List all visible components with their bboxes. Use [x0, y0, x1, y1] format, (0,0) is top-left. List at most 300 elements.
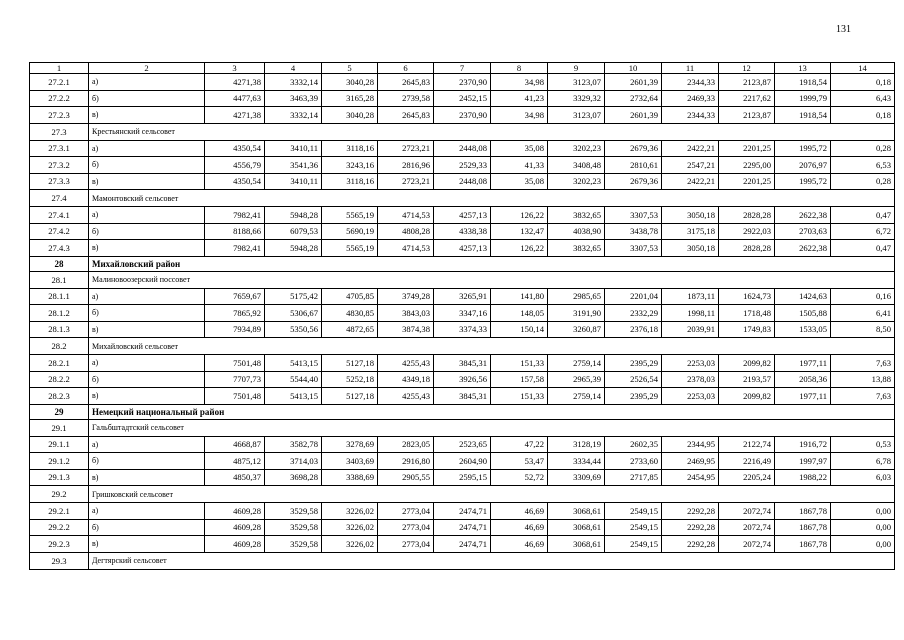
column-number-header: 9	[548, 63, 605, 74]
value-cell: 7865,92	[205, 305, 265, 322]
value-cell: 3410,11	[265, 173, 322, 190]
value-cell: 0,00	[831, 503, 895, 520]
value-cell: 3243,16	[322, 157, 378, 174]
table-row	[30, 74, 895, 91]
row-code: 28.1.3	[30, 321, 89, 338]
value-cell: 46,69	[491, 536, 548, 553]
section-code: 27.3	[30, 123, 89, 140]
row-label: в)	[89, 321, 205, 338]
value-cell: 8188,66	[205, 223, 265, 240]
row-code: 29.2.1	[30, 503, 89, 520]
page-number: 131	[836, 24, 851, 35]
value-cell: 8,50	[831, 321, 895, 338]
value-cell: 2344,33	[662, 74, 719, 91]
value-cell: 3541,36	[265, 157, 322, 174]
section-row	[30, 486, 895, 503]
value-cell: 151,33	[491, 355, 548, 372]
value-cell: 3226,02	[322, 503, 378, 520]
value-cell: 4875,12	[205, 453, 265, 470]
value-cell: 5175,42	[265, 288, 322, 305]
value-cell: 1918,54	[775, 74, 831, 91]
value-cell: 4668,87	[205, 436, 265, 453]
value-cell: 3582,78	[265, 436, 322, 453]
value-cell: 2253,03	[662, 355, 719, 372]
table-row	[30, 388, 895, 405]
value-cell: 52,72	[491, 469, 548, 486]
value-cell: 7659,67	[205, 288, 265, 305]
value-cell: 3463,39	[265, 90, 322, 107]
value-cell: 1977,11	[775, 388, 831, 405]
value-cell: 53,47	[491, 453, 548, 470]
value-cell: 3714,03	[265, 453, 322, 470]
value-cell: 2072,74	[719, 536, 775, 553]
value-cell: 1999,79	[775, 90, 831, 107]
column-number-header: 7	[434, 63, 491, 74]
value-cell: 1533,05	[775, 321, 831, 338]
value-cell: 3334,44	[548, 453, 605, 470]
value-cell: 1505,88	[775, 305, 831, 322]
value-cell: 2422,21	[662, 173, 719, 190]
row-label: б)	[89, 519, 205, 536]
value-cell: 7,63	[831, 355, 895, 372]
section-title: Малиновоозерский поссовет	[89, 271, 895, 288]
value-cell: 3329,32	[548, 90, 605, 107]
value-cell: 126,22	[491, 240, 548, 257]
value-cell: 5252,18	[322, 371, 378, 388]
table-row	[30, 223, 895, 240]
value-cell: 2905,55	[378, 469, 434, 486]
value-cell: 46,69	[491, 519, 548, 536]
column-number-header: 3	[205, 63, 265, 74]
column-number-header: 4	[265, 63, 322, 74]
row-code: 27.4.1	[30, 207, 89, 224]
value-cell: 3438,78	[605, 223, 662, 240]
section-row	[30, 123, 895, 140]
value-cell: 4477,63	[205, 90, 265, 107]
value-cell: 3332,14	[265, 107, 322, 124]
row-code: 28.2.1	[30, 355, 89, 372]
value-cell: 5413,15	[265, 355, 322, 372]
row-label: б)	[89, 371, 205, 388]
value-cell: 2645,83	[378, 107, 434, 124]
column-number-header: 13	[775, 63, 831, 74]
row-label: а)	[89, 288, 205, 305]
value-cell: 4705,85	[322, 288, 378, 305]
value-cell: 2965,39	[548, 371, 605, 388]
value-cell: 2058,36	[775, 371, 831, 388]
value-cell: 2529,33	[434, 157, 491, 174]
value-cell: 0,28	[831, 140, 895, 157]
value-cell: 2099,82	[719, 388, 775, 405]
value-cell: 3040,28	[322, 74, 378, 91]
value-cell: 2452,15	[434, 90, 491, 107]
value-cell: 3403,69	[322, 453, 378, 470]
column-number-header: 10	[605, 63, 662, 74]
value-cell: 2344,95	[662, 436, 719, 453]
table-row	[30, 371, 895, 388]
value-cell: 0,28	[831, 173, 895, 190]
value-cell: 6079,53	[265, 223, 322, 240]
row-label: в)	[89, 240, 205, 257]
value-cell: 3332,14	[265, 74, 322, 91]
value-cell: 3307,53	[605, 207, 662, 224]
value-cell: 2679,36	[605, 173, 662, 190]
value-cell: 3347,16	[434, 305, 491, 322]
section-title: Крестьянский сельсовет	[89, 123, 895, 140]
value-cell: 0,47	[831, 207, 895, 224]
value-cell: 1873,11	[662, 288, 719, 305]
value-cell: 2217,62	[719, 90, 775, 107]
value-cell: 2448,08	[434, 173, 491, 190]
row-code: 27.4.2	[30, 223, 89, 240]
value-cell: 3050,18	[662, 207, 719, 224]
section-title: Дегтярский сельсовет	[89, 552, 895, 569]
value-cell: 2295,00	[719, 157, 775, 174]
value-cell: 34,98	[491, 107, 548, 124]
value-cell: 2395,29	[605, 388, 662, 405]
column-number-row	[30, 63, 895, 74]
value-cell: 3191,90	[548, 305, 605, 322]
value-cell: 2985,65	[548, 288, 605, 305]
value-cell: 5690,19	[322, 223, 378, 240]
row-label: а)	[89, 503, 205, 520]
table-row	[30, 305, 895, 322]
value-cell: 2739,58	[378, 90, 434, 107]
value-cell: 2395,29	[605, 355, 662, 372]
value-cell: 3874,38	[378, 321, 434, 338]
value-cell: 1918,54	[775, 107, 831, 124]
value-cell: 2469,95	[662, 453, 719, 470]
value-cell: 4556,79	[205, 157, 265, 174]
value-cell: 3123,07	[548, 107, 605, 124]
value-cell: 7982,41	[205, 207, 265, 224]
value-cell: 2733,60	[605, 453, 662, 470]
value-cell: 4271,38	[205, 74, 265, 91]
value-cell: 3278,69	[322, 436, 378, 453]
value-cell: 2828,28	[719, 240, 775, 257]
value-cell: 1988,22	[775, 469, 831, 486]
value-cell: 150,14	[491, 321, 548, 338]
value-cell: 3698,28	[265, 469, 322, 486]
value-cell: 2474,71	[434, 536, 491, 553]
value-cell: 5565,19	[322, 207, 378, 224]
value-cell: 2099,82	[719, 355, 775, 372]
value-cell: 7707,73	[205, 371, 265, 388]
value-cell: 6,43	[831, 90, 895, 107]
value-cell: 2292,28	[662, 519, 719, 536]
value-cell: 3260,87	[548, 321, 605, 338]
value-cell: 1624,73	[719, 288, 775, 305]
value-cell: 1867,78	[775, 503, 831, 520]
value-cell: 0,00	[831, 519, 895, 536]
row-label: в)	[89, 536, 205, 553]
table-row	[30, 90, 895, 107]
row-label: в)	[89, 388, 205, 405]
value-cell: 6,03	[831, 469, 895, 486]
value-cell: 3529,58	[265, 519, 322, 536]
section-code: 29.1	[30, 419, 89, 436]
value-cell: 2201,04	[605, 288, 662, 305]
value-cell: 2773,04	[378, 503, 434, 520]
value-cell: 6,72	[831, 223, 895, 240]
value-cell: 6,53	[831, 157, 895, 174]
value-cell: 7501,48	[205, 355, 265, 372]
value-cell: 2549,15	[605, 503, 662, 520]
value-cell: 2601,39	[605, 74, 662, 91]
value-cell: 0,18	[831, 74, 895, 91]
row-code: 28.1.2	[30, 305, 89, 322]
table-row	[30, 157, 895, 174]
value-cell: 3068,61	[548, 536, 605, 553]
value-cell: 5413,15	[265, 388, 322, 405]
table-row	[30, 519, 895, 536]
value-cell: 2723,21	[378, 140, 434, 157]
value-cell: 3749,28	[378, 288, 434, 305]
row-label: б)	[89, 90, 205, 107]
row-code: 27.3.2	[30, 157, 89, 174]
value-cell: 35,08	[491, 173, 548, 190]
row-label: б)	[89, 453, 205, 470]
value-cell: 46,69	[491, 503, 548, 520]
value-cell: 2123,87	[719, 74, 775, 91]
value-cell: 5306,67	[265, 305, 322, 322]
value-cell: 2370,90	[434, 74, 491, 91]
value-cell: 2076,97	[775, 157, 831, 174]
value-cell: 2205,24	[719, 469, 775, 486]
value-cell: 2732,64	[605, 90, 662, 107]
value-cell: 2922,03	[719, 223, 775, 240]
value-cell: 5544,40	[265, 371, 322, 388]
value-cell: 1867,78	[775, 536, 831, 553]
section-row	[30, 271, 895, 288]
section-code: 28.1	[30, 271, 89, 288]
value-cell: 2422,21	[662, 140, 719, 157]
value-cell: 3265,91	[434, 288, 491, 305]
row-label: б)	[89, 157, 205, 174]
value-cell: 3050,18	[662, 240, 719, 257]
value-cell: 47,22	[491, 436, 548, 453]
district-title: Михайловский район	[89, 256, 895, 271]
value-cell: 13,88	[831, 371, 895, 388]
value-cell: 3202,23	[548, 140, 605, 157]
value-cell: 2549,15	[605, 536, 662, 553]
row-code: 27.2.1	[30, 74, 89, 91]
value-cell: 3040,28	[322, 107, 378, 124]
value-cell: 3388,69	[322, 469, 378, 486]
value-cell: 4830,85	[322, 305, 378, 322]
value-cell: 5948,28	[265, 240, 322, 257]
value-cell: 2292,28	[662, 536, 719, 553]
district-code: 28	[30, 256, 89, 271]
row-label: а)	[89, 74, 205, 91]
section-row	[30, 338, 895, 355]
table-row	[30, 288, 895, 305]
row-code: 27.3.1	[30, 140, 89, 157]
table-row	[30, 355, 895, 372]
value-cell: 2828,28	[719, 207, 775, 224]
value-cell: 0,16	[831, 288, 895, 305]
section-code: 29.2	[30, 486, 89, 503]
value-cell: 2622,38	[775, 207, 831, 224]
value-cell: 1977,11	[775, 355, 831, 372]
row-code: 27.2.2	[30, 90, 89, 107]
value-cell: 4255,43	[378, 355, 434, 372]
value-cell: 2469,33	[662, 90, 719, 107]
value-cell: 3123,07	[548, 74, 605, 91]
table-row	[30, 107, 895, 124]
row-code: 27.2.3	[30, 107, 89, 124]
section-code: 28.2	[30, 338, 89, 355]
value-cell: 126,22	[491, 207, 548, 224]
value-cell: 3118,16	[322, 140, 378, 157]
value-cell: 3307,53	[605, 240, 662, 257]
value-cell: 3845,31	[434, 388, 491, 405]
value-cell: 2645,83	[378, 74, 434, 91]
row-label: б)	[89, 223, 205, 240]
value-cell: 2703,63	[775, 223, 831, 240]
row-label: а)	[89, 436, 205, 453]
value-cell: 6,41	[831, 305, 895, 322]
value-cell: 3832,65	[548, 240, 605, 257]
value-cell: 2201,25	[719, 173, 775, 190]
table-body	[30, 74, 895, 570]
table-row	[30, 453, 895, 470]
row-code: 28.2.3	[30, 388, 89, 405]
value-cell: 1718,48	[719, 305, 775, 322]
section-title: Гальбштадтский сельсовет	[89, 419, 895, 436]
value-cell: 4808,28	[378, 223, 434, 240]
value-cell: 2072,74	[719, 503, 775, 520]
value-cell: 3128,19	[548, 436, 605, 453]
table-row	[30, 207, 895, 224]
table-row	[30, 536, 895, 553]
row-code: 27.3.3	[30, 173, 89, 190]
row-label: в)	[89, 107, 205, 124]
value-cell: 7982,41	[205, 240, 265, 257]
value-cell: 2759,14	[548, 388, 605, 405]
table-row	[30, 140, 895, 157]
table-row	[30, 321, 895, 338]
value-cell: 4257,13	[434, 207, 491, 224]
table-row	[30, 240, 895, 257]
value-cell: 0,47	[831, 240, 895, 257]
section-row	[30, 419, 895, 436]
value-cell: 2604,90	[434, 453, 491, 470]
value-cell: 2122,74	[719, 436, 775, 453]
value-cell: 4872,65	[322, 321, 378, 338]
value-cell: 3410,11	[265, 140, 322, 157]
value-cell: 4350,54	[205, 173, 265, 190]
value-cell: 1998,11	[662, 305, 719, 322]
value-cell: 3068,61	[548, 503, 605, 520]
column-number-header: 6	[378, 63, 434, 74]
value-cell: 5565,19	[322, 240, 378, 257]
value-cell: 2810,61	[605, 157, 662, 174]
value-cell: 3374,33	[434, 321, 491, 338]
section-title: Мамонтовский сельсовет	[89, 190, 895, 207]
value-cell: 2602,35	[605, 436, 662, 453]
value-cell: 3529,58	[265, 503, 322, 520]
value-cell: 35,08	[491, 140, 548, 157]
value-cell: 2216,49	[719, 453, 775, 470]
column-number-header: 2	[89, 63, 205, 74]
value-cell: 3408,48	[548, 157, 605, 174]
value-cell: 2201,25	[719, 140, 775, 157]
column-number-header: 14	[831, 63, 895, 74]
district-row	[30, 256, 895, 271]
value-cell: 2916,80	[378, 453, 434, 470]
value-cell: 2759,14	[548, 355, 605, 372]
value-cell: 2072,74	[719, 519, 775, 536]
value-cell: 2717,85	[605, 469, 662, 486]
value-cell: 3845,31	[434, 355, 491, 372]
value-cell: 2773,04	[378, 536, 434, 553]
value-cell: 2773,04	[378, 519, 434, 536]
district-code: 29	[30, 404, 89, 419]
value-cell: 2344,33	[662, 107, 719, 124]
value-cell: 2816,96	[378, 157, 434, 174]
value-cell: 2595,15	[434, 469, 491, 486]
value-cell: 3118,16	[322, 173, 378, 190]
value-cell: 4257,13	[434, 240, 491, 257]
section-code: 29.3	[30, 552, 89, 569]
value-cell: 2370,90	[434, 107, 491, 124]
value-cell: 3202,23	[548, 173, 605, 190]
value-cell: 2292,28	[662, 503, 719, 520]
column-number-header: 1	[30, 63, 89, 74]
value-cell: 2193,57	[719, 371, 775, 388]
value-cell: 41,23	[491, 90, 548, 107]
value-cell: 1749,83	[719, 321, 775, 338]
row-code: 28.1.1	[30, 288, 89, 305]
value-cell: 2123,87	[719, 107, 775, 124]
row-code: 29.2.3	[30, 536, 89, 553]
row-code: 29.2.2	[30, 519, 89, 536]
table-row	[30, 503, 895, 520]
value-cell: 2526,54	[605, 371, 662, 388]
row-label: а)	[89, 140, 205, 157]
value-cell: 132,47	[491, 223, 548, 240]
value-cell: 0,00	[831, 536, 895, 553]
row-label: в)	[89, 469, 205, 486]
value-cell: 0,53	[831, 436, 895, 453]
value-cell: 1997,97	[775, 453, 831, 470]
value-cell: 4609,28	[205, 536, 265, 553]
value-cell: 2448,08	[434, 140, 491, 157]
value-cell: 4714,53	[378, 240, 434, 257]
value-cell: 4255,43	[378, 388, 434, 405]
value-cell: 3832,65	[548, 207, 605, 224]
value-cell: 151,33	[491, 388, 548, 405]
value-cell: 4338,38	[434, 223, 491, 240]
table-row	[30, 469, 895, 486]
value-cell: 2332,29	[605, 305, 662, 322]
value-cell: 3175,18	[662, 223, 719, 240]
value-cell: 2039,91	[662, 321, 719, 338]
value-cell: 34,98	[491, 74, 548, 91]
value-cell: 2378,03	[662, 371, 719, 388]
value-cell: 3165,28	[322, 90, 378, 107]
value-cell: 2549,15	[605, 519, 662, 536]
value-cell: 3926,56	[434, 371, 491, 388]
district-title: Немецкий национальный район	[89, 404, 895, 419]
value-cell: 4609,28	[205, 503, 265, 520]
value-cell: 4850,37	[205, 469, 265, 486]
value-cell: 2547,21	[662, 157, 719, 174]
value-cell: 2679,36	[605, 140, 662, 157]
value-cell: 0,18	[831, 107, 895, 124]
value-cell: 5948,28	[265, 207, 322, 224]
